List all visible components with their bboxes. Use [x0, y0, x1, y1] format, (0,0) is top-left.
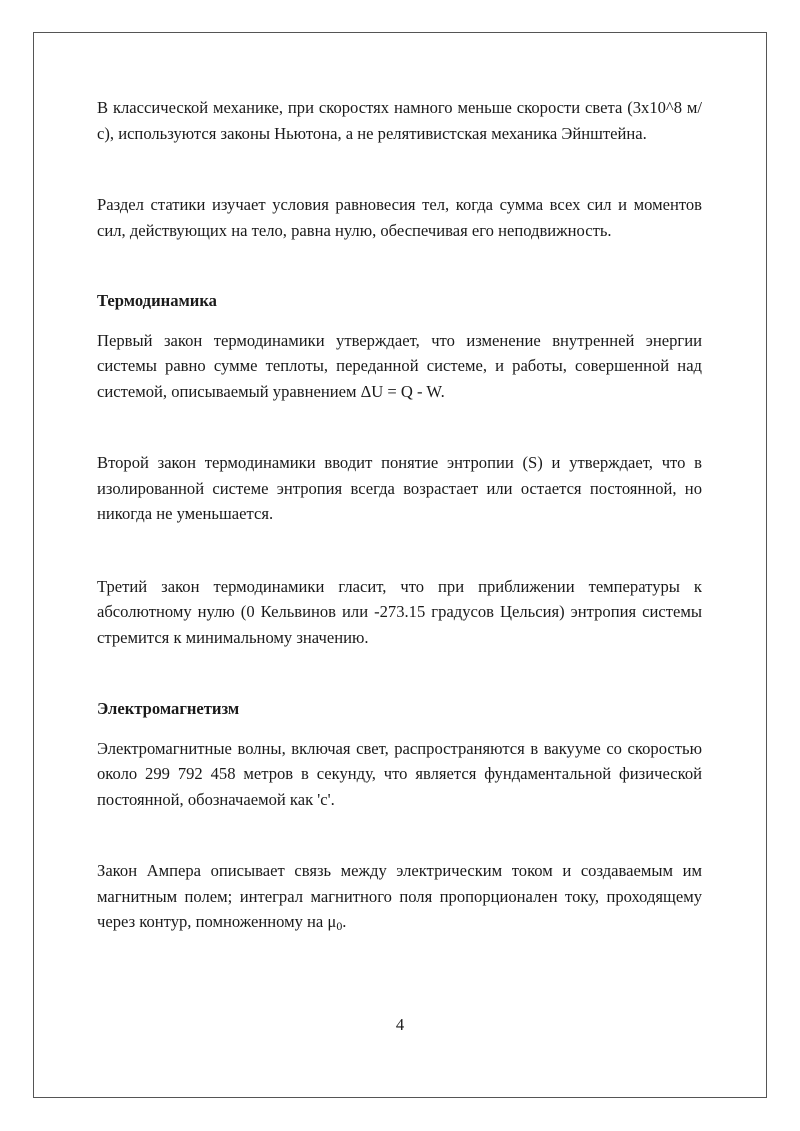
ampere-end: .: [342, 912, 347, 931]
heading-electromagnetism: Электромагнетизм: [97, 699, 240, 718]
page-content: [97, 95, 702, 935]
paragraph-first-law: Первый закон термодинамики утверждает, что изменение внутренней энергии системы равно сумме теплоты, переданной системе, и работы, совершенной над системой, описываемый уравнением ΔU = Q - W.: [97, 330, 702, 401]
ampere-text: Закон Ампера описывает связь между электрическим током и создаваемым им магнитным полем; интеграл магнитного поля пропорционален току, проходящему через контур, помноженному на μ: [97, 861, 702, 931]
paragraph-em-waves: Электромагнитные волны, включая свет, распространяются в вакууме со скоростью около 299 792 458 метров в секунду, что является фундаментальной физической постоянной, обозначаемой как 'c'.: [97, 738, 702, 809]
page-number: 4: [395, 1015, 405, 1034]
paragraph-statics: Раздел статики изучает условия равновесия тел, когда сумма всех сил и моментов сил, действующих на тело, равна нулю, обеспечивая его неподвижность.: [97, 195, 702, 240]
paragraph-classical-mechanics: В классической механике, при скоростях намного меньше скорости света (3x10^8 м/с), используются законы Ньютона, а не релятивистская механика Эйнштейна.: [97, 98, 702, 143]
heading-thermodynamics: Термодинамика: [97, 291, 217, 310]
paragraph-second-law: Второй закон термодинамики вводит понятие энтропии (S) и утверждает, что в изолированной системе энтропия всегда возрастает или остается постоянной, но никогда не уменьшается.: [97, 453, 702, 523]
paragraph-ampere-law: [97, 858, 702, 935]
mu-zero-subscript: 0: [336, 918, 343, 933]
paragraph-third-law: Третий закон термодинамики гласит, что при приближении температуры к абсолютному нулю (0 Кельвинов или -273.15 градусов Цельсия) энтропия системы стремится к минимальному значению.: [97, 576, 702, 647]
